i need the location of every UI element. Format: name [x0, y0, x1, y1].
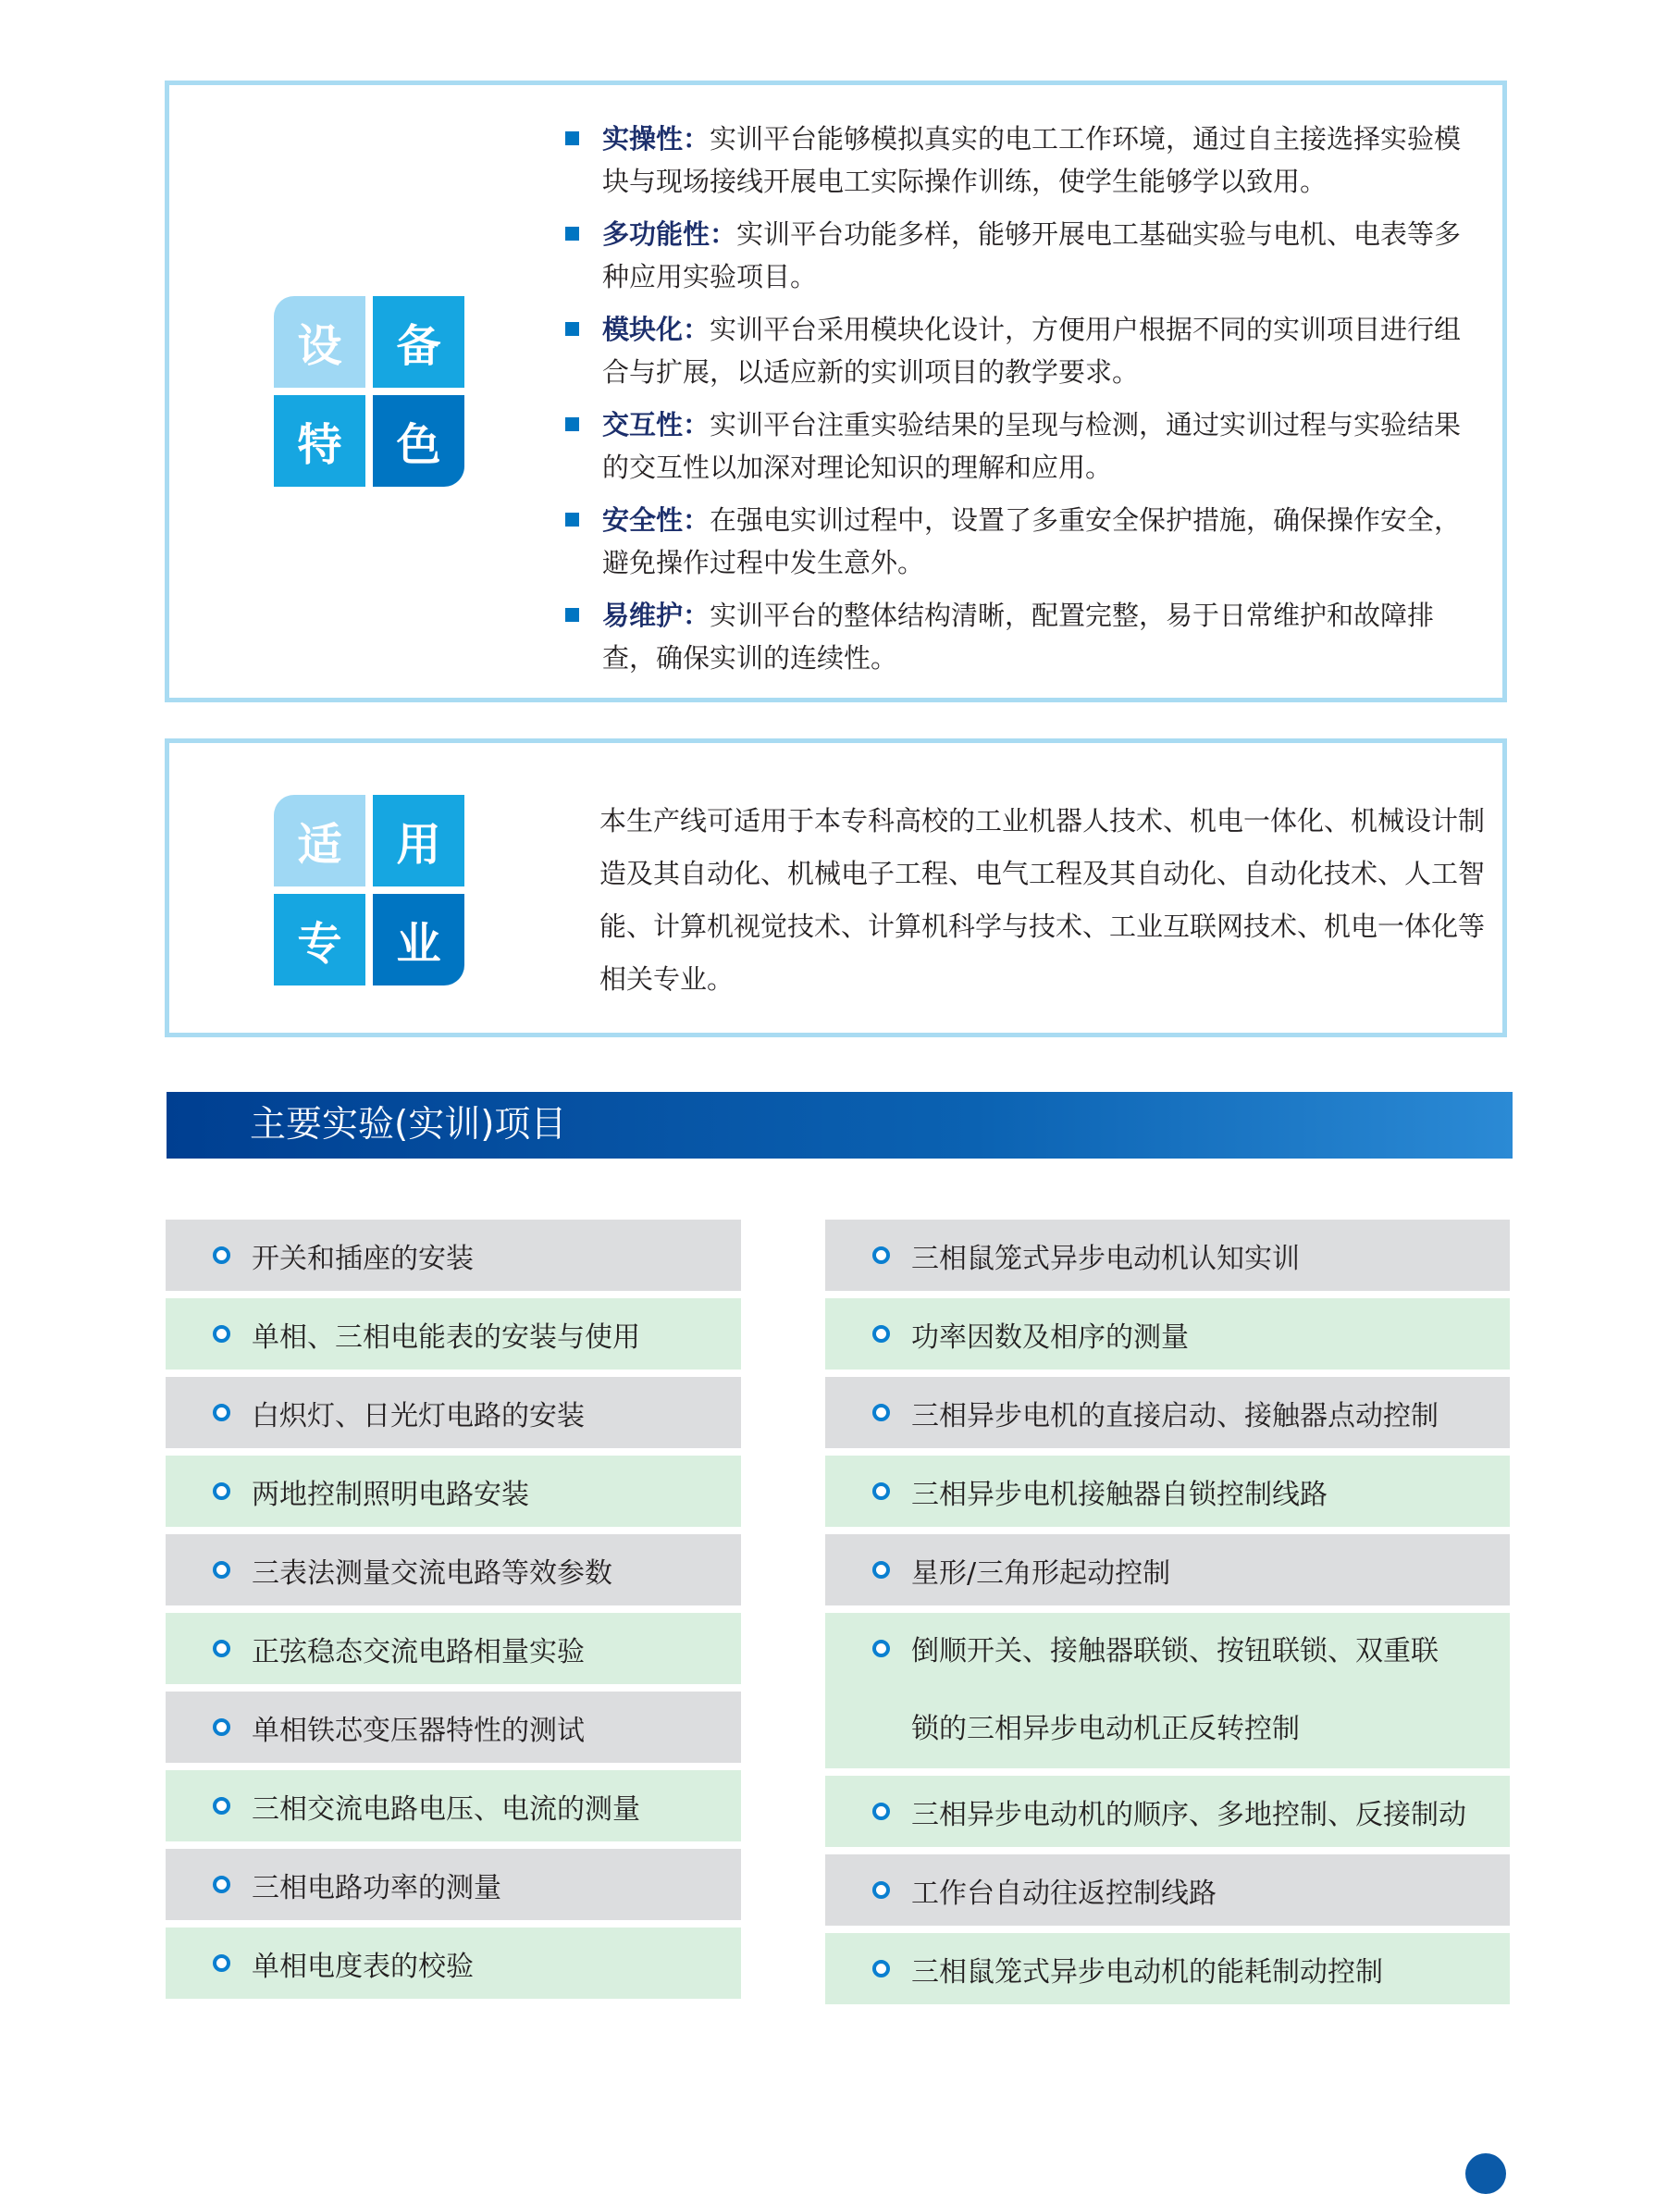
- ring-bullet-icon: [872, 1246, 890, 1264]
- experiment-label: 三相鼠笼式异步电动机认知实训: [911, 1242, 1300, 1275]
- experiment-label: 功率因数及相序的测量: [911, 1320, 1189, 1354]
- ring-bullet-icon: [213, 1325, 230, 1343]
- feature-text: 实训平台注重实验结果的呈现与检测，通过实训过程与实验结果的交互性以加深对理论知识的理解和应用。: [602, 409, 1462, 483]
- experiment-label: 三表法测量交流电路等效参数: [252, 1556, 612, 1590]
- square-bullet-icon: [565, 608, 579, 622]
- experiment-label: 星形/三角形起动控制: [911, 1556, 1171, 1590]
- experiment-item: [166, 1927, 741, 1999]
- ring-bullet-icon: [872, 1640, 890, 1657]
- square-bullet-icon: [565, 322, 579, 336]
- feature-item: [561, 213, 1486, 298]
- ring-bullet-icon: [872, 1325, 890, 1343]
- ring-bullet-icon: [213, 1404, 230, 1421]
- experiment-item: [166, 1377, 741, 1448]
- feature-text: 在强电实训过程中，设置了多重安全保护措施，确保操作安全，避免操作过程中发生意外。: [602, 504, 1462, 578]
- experiment-item: [825, 1298, 1510, 1370]
- majors-paragraph: 本生产线可适用于本专科高校的工业机器人技术、机电一体化、机械设计制造及其自动化、机械电子工程、电气工程及其自动化、自动化技术、人工智能、计算机视觉技术、计算机科学与技术、工业互联网技术、机电一体化等相关专业。: [599, 805, 1486, 995]
- feature-item: [561, 499, 1486, 584]
- experiment-label: 单相、三相电能表的安装与使用: [252, 1320, 640, 1354]
- ring-bullet-icon: [213, 1561, 230, 1579]
- majors-box: [165, 738, 1507, 1037]
- feature-item: [561, 403, 1486, 489]
- square-bullet-icon: [565, 417, 579, 431]
- tile-te: 特: [274, 395, 365, 487]
- experiment-item: [166, 1534, 741, 1605]
- square-bullet-icon: [565, 513, 579, 527]
- experiment-label: 三相鼠笼式异步电动机的能耗制动控制: [911, 1955, 1383, 1989]
- feature-item: [561, 308, 1486, 393]
- experiment-label: 白炽灯、日光灯电路的安装: [252, 1399, 585, 1432]
- experiment-item: [825, 1534, 1510, 1605]
- experiment-label: 倒顺开关、接触器联锁、按钮联锁、双重联锁的三相异步电动机正反转控制: [911, 1635, 1439, 1745]
- experiment-item: [166, 1220, 741, 1291]
- feature-term: 交互性：: [602, 409, 710, 440]
- feature-text: 实训平台采用模块化设计，方便用户根据不同的实训项目进行组合与扩展，以适应新的实训项目的教学要求。: [602, 314, 1462, 388]
- ring-bullet-icon: [872, 1404, 890, 1421]
- experiment-item: [825, 1933, 1510, 2004]
- tile-se: 色: [373, 395, 464, 487]
- square-bullet-icon: [565, 131, 579, 145]
- square-bullet-icon: [565, 227, 579, 241]
- ring-bullet-icon: [213, 1246, 230, 1264]
- experiment-label: 单相电度表的校验: [252, 1950, 474, 1983]
- experiment-label: 开关和插座的安装: [252, 1242, 474, 1275]
- section-title: 主要实验(实训)项目: [250, 1104, 567, 1146]
- feature-item: [561, 594, 1486, 679]
- ring-bullet-icon: [872, 1960, 890, 1977]
- experiment-item: [166, 1298, 741, 1370]
- feature-term: 多功能性：: [602, 218, 737, 250]
- ring-bullet-icon: [213, 1954, 230, 1972]
- feature-text: 实训平台功能多样，能够开展电工基础实验与电机、电表等多种应用实验项目。: [602, 218, 1462, 292]
- tile-shi: 适: [274, 795, 365, 886]
- experiments-right-column: [825, 1220, 1510, 2012]
- experiment-label: 三相异步电机接触器自锁控制线路: [911, 1478, 1328, 1511]
- tile-ye: 业: [373, 894, 464, 985]
- experiment-item: [825, 1776, 1510, 1847]
- experiment-label: 三相异步电机的直接启动、接触器点动控制: [911, 1399, 1439, 1432]
- experiment-label: 两地控制照明电路安装: [252, 1478, 529, 1511]
- ring-bullet-icon: [213, 1718, 230, 1736]
- tile-bei: 备: [373, 296, 464, 388]
- experiment-item: [825, 1220, 1510, 1291]
- tile-zhuan: 专: [274, 894, 365, 985]
- experiment-item: [825, 1456, 1510, 1527]
- experiment-item: [825, 1854, 1510, 1926]
- features-tile-group: [274, 296, 464, 487]
- ring-bullet-icon: [872, 1561, 890, 1579]
- experiment-label: 单相铁芯变压器特性的测试: [252, 1714, 585, 1747]
- feature-term: 模块化：: [602, 314, 710, 345]
- experiment-item: [166, 1692, 741, 1763]
- majors-tile-group: [274, 795, 464, 985]
- feature-list: [561, 118, 1486, 689]
- ring-bullet-icon: [213, 1482, 230, 1500]
- experiment-item: [166, 1613, 741, 1684]
- experiment-label: 三相异步电动机的顺序、多地控制、反接制动: [911, 1798, 1466, 1831]
- experiment-label: 三相电路功率的测量: [252, 1871, 501, 1904]
- tile-yong: 用: [373, 795, 464, 886]
- feature-term: 实操性：: [602, 123, 710, 155]
- experiment-label: 工作台自动往返控制线路: [911, 1877, 1217, 1910]
- ring-bullet-icon: [213, 1876, 230, 1893]
- experiment-item: [166, 1770, 741, 1841]
- feature-term: 易维护：: [602, 600, 710, 631]
- experiment-item: [166, 1849, 741, 1920]
- experiment-item: [825, 1613, 1510, 1768]
- feature-item: [561, 118, 1486, 203]
- ring-bullet-icon: [213, 1640, 230, 1657]
- feature-term: 安全性：: [602, 504, 710, 536]
- experiment-label: 三相交流电路电压、电流的测量: [252, 1792, 640, 1826]
- section-banner: [167, 1092, 1513, 1159]
- tile-she: 设: [274, 296, 365, 388]
- experiment-item: [825, 1377, 1510, 1448]
- feature-text: 实训平台的整体结构清晰，配置完整，易于日常维护和故障排查，确保实训的连续性。: [602, 600, 1435, 674]
- ring-bullet-icon: [872, 1881, 890, 1899]
- page-corner-decoration: [1465, 2153, 1506, 2194]
- ring-bullet-icon: [872, 1803, 890, 1820]
- experiment-item: [166, 1456, 741, 1527]
- ring-bullet-icon: [213, 1797, 230, 1815]
- experiments-left-column: [166, 1220, 741, 2006]
- features-box: [165, 81, 1507, 702]
- experiment-label: 正弦稳态交流电路相量实验: [252, 1635, 585, 1668]
- ring-bullet-icon: [872, 1482, 890, 1500]
- feature-text: 实训平台能够模拟真实的电工工作环境，通过自主接选择实验模块与现场接线开展电工实际操作训练，使学生能够学以致用。: [602, 123, 1462, 197]
